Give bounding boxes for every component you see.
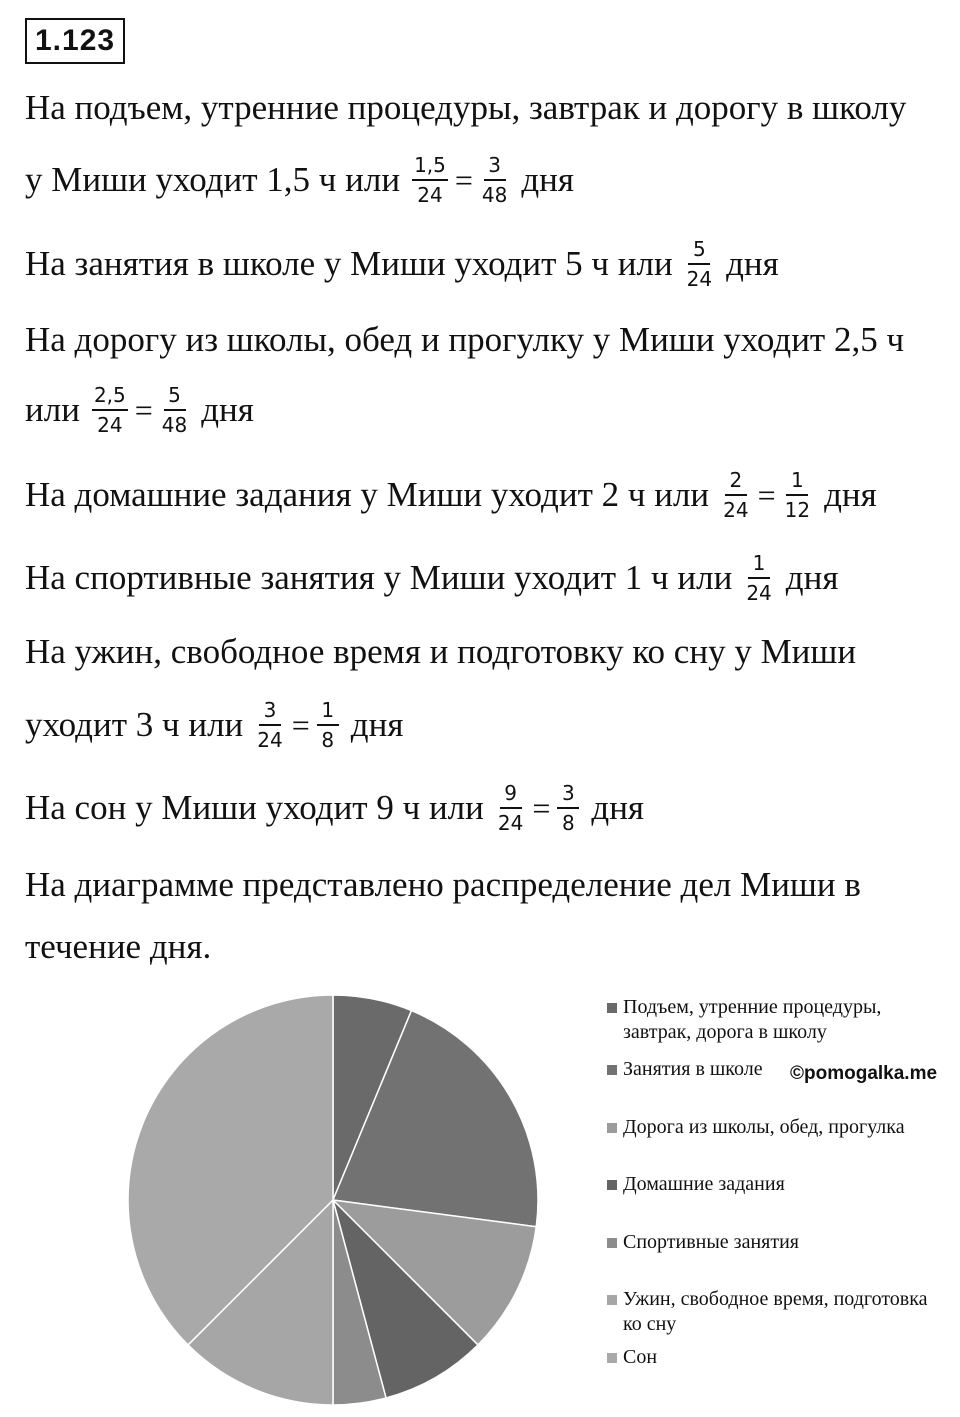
fraction-numerator: 5 [164, 383, 186, 411]
text-line-2 [25, 153, 575, 207]
fraction-numerator: 9 [500, 781, 522, 809]
fraction [480, 153, 509, 207]
text: дня [824, 475, 877, 514]
text: На спортивные занятия у Миши уходит 1 ч или [25, 558, 733, 597]
legend-label: Сон [623, 1346, 658, 1368]
watermark: ©pomogalka.me [790, 1063, 938, 1084]
fraction-denominator: 8 [321, 728, 335, 752]
text-line-4 [25, 320, 904, 360]
fraction [557, 781, 579, 835]
equals-sign: = [532, 790, 551, 826]
fraction-denominator: 24 [417, 183, 443, 207]
legend-label: Ужин, свободное время, подготовка ко сну [623, 1288, 928, 1335]
legend-label: Домашние задания [623, 1173, 785, 1195]
legend-swatch [607, 1238, 617, 1248]
fraction [255, 698, 284, 752]
fraction-numerator: 1 [748, 551, 770, 579]
fraction-numerator: 3 [557, 781, 579, 809]
legend-swatch [607, 1180, 617, 1190]
equals-sign: = [757, 477, 776, 513]
fraction [721, 468, 750, 522]
fraction-denominator: 24 [257, 728, 283, 752]
text: дня [201, 390, 254, 429]
text: На домашние задания у Миши уходит 2 ч или [25, 475, 710, 514]
fraction-numerator: 2,5 [92, 383, 128, 411]
legend-label: Подъем, утренние процедуры, завтрак, дорога в школу [623, 996, 882, 1043]
text-line-3 [25, 237, 779, 291]
legend-swatch [607, 1065, 617, 1075]
text-line-10 [25, 781, 645, 835]
fraction-denominator: 48 [481, 183, 508, 207]
text: На диаграмме представлено распределение дел Миши в [25, 865, 861, 904]
fraction-numerator: 2 [725, 468, 747, 496]
text: На ужин, свободное время и подготовку ко сну у Миши [25, 632, 857, 671]
fraction [496, 781, 525, 835]
legend-label: Занятия в школе [623, 1058, 763, 1080]
fraction [92, 383, 128, 437]
fraction-numerator: 3 [259, 698, 281, 726]
fraction [412, 153, 448, 207]
fraction-denominator: 12 [784, 498, 811, 522]
text-line-12 [25, 927, 211, 967]
text: течение дня. [25, 927, 212, 966]
fraction [317, 698, 339, 752]
legend-swatch [607, 1353, 617, 1363]
fraction-numerator: 1 [317, 698, 339, 726]
fraction [744, 551, 773, 605]
text: или [25, 390, 80, 429]
text-line-1 [25, 88, 906, 128]
equals-sign: = [134, 392, 153, 428]
fraction [783, 468, 812, 522]
text: На подъем, утренние процедуры, завтрак и дорогу в школу [25, 88, 907, 127]
text: На занятия в школе у Миши уходит 5 ч или [25, 244, 673, 283]
fraction [160, 383, 189, 437]
text: дня [726, 244, 779, 283]
text: дня [350, 705, 404, 744]
legend-swatch [607, 1123, 617, 1133]
fraction-numerator: 1,5 [412, 153, 448, 181]
text: уходит 3 ч или [25, 705, 244, 744]
fraction-numerator: 1 [786, 468, 808, 496]
text-line-6 [25, 468, 877, 522]
text: На дорогу из школы, обед и прогулку у Миши уходит 2,5 ч [25, 320, 905, 359]
fraction-denominator: 24 [686, 267, 713, 291]
fraction-denominator: 24 [97, 413, 123, 437]
text-line-7 [25, 551, 839, 605]
text-line-9 [25, 698, 404, 752]
fraction-numerator: 5 [688, 237, 710, 265]
legend-swatch [607, 1003, 617, 1013]
legend-label: Дорога из школы, обед, прогулка [623, 1116, 905, 1138]
text-line-8 [25, 632, 856, 672]
legend-swatch [607, 1295, 617, 1305]
fraction-denominator: 24 [723, 498, 749, 522]
fraction-denominator: 24 [497, 811, 524, 835]
pie-chart [120, 985, 550, 1410]
text-line-11 [25, 865, 861, 905]
legend-label: Спортивные занятия [623, 1231, 800, 1253]
text-line-5 [25, 383, 254, 437]
fraction-denominator: 48 [161, 413, 188, 437]
text: у Миши уходит 1,5 ч или [25, 160, 401, 199]
fraction [685, 237, 714, 291]
equals-sign: = [454, 162, 473, 198]
fraction-numerator: 3 [484, 153, 506, 181]
text: дня [591, 788, 645, 827]
equals-sign: = [291, 707, 310, 743]
task-number: 1.123 [25, 18, 125, 64]
fraction-denominator: 8 [562, 811, 575, 835]
text: дня [785, 558, 839, 597]
text: На сон у Миши уходит 9 ч или [25, 788, 484, 827]
text: дня [521, 160, 575, 199]
fraction-denominator: 24 [746, 581, 772, 605]
